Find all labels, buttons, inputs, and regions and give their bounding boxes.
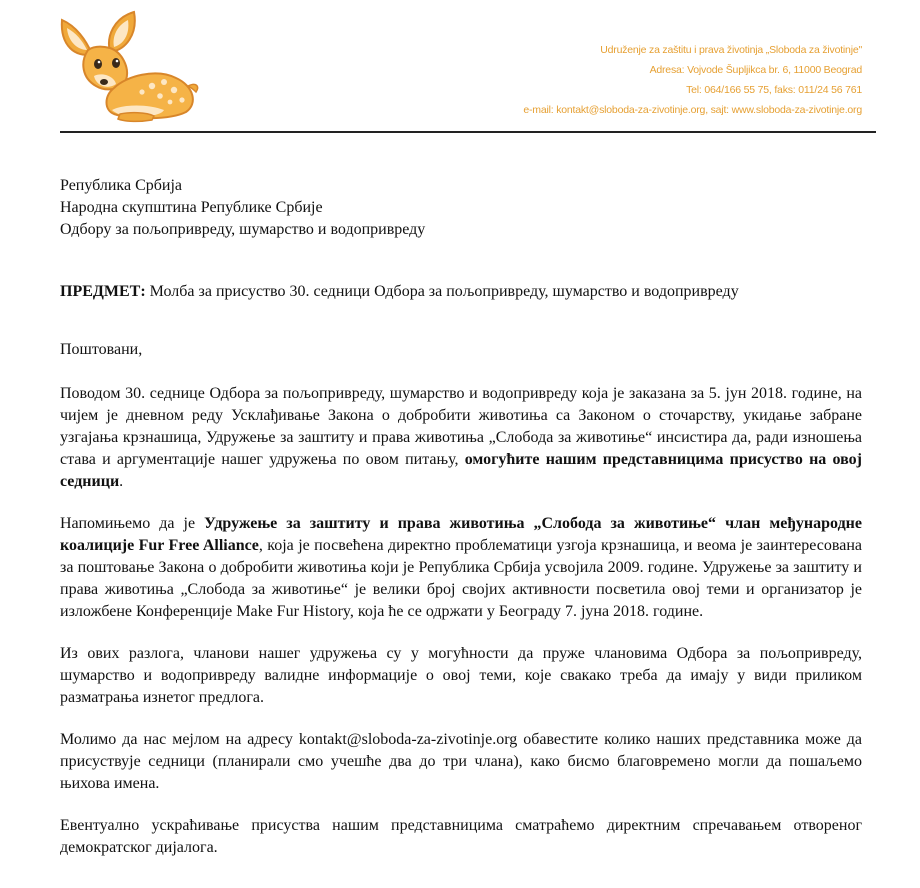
letterhead-divider: [60, 131, 876, 133]
letterhead: [0, 0, 920, 140]
paragraph-text: .: [119, 473, 124, 490]
org-name: Udruženje za zaštitu i prava životinja „Sloboda za životinje": [600, 44, 862, 56]
org-contact: e-mail: kontakt@sloboda-za-zivotinje.org, sajt: www.sloboda-za-zivotinje.org: [523, 104, 862, 116]
org-phone: Tel: 064/166 55 75, faks: 011/24 56 761: [686, 84, 862, 96]
recipient-line: Одбору за пољопривреду, шумарство и водопривреду: [60, 221, 426, 238]
recipient-line: Народна скупштина Републике Србије: [60, 199, 323, 216]
paragraph-text: , која је посвећена директно проблематици узгоја крзнашица, и веома је заинтересована за поштовање Закона о добробити животиња који је Република Србија усвојила 2009. године. Удружење за заштиту и права животиња „Слобода за животиње“ је велики број својих активности посветила овој теми и организатор је изложбене Конференције Make Fur History, која ће се одржати у Београду 7. јуна 2018. године.: [60, 537, 862, 620]
subject-text: Молба за присуство 30. седници Одбора за пољопривреду, шумарство и водопривреду: [145, 283, 739, 300]
recipient-block: [60, 175, 862, 241]
org-contact-block: [523, 40, 862, 120]
paragraph-emphasis: Удружење за заштиту и права животиња „Слобода за животиње“ члан међународне коалиције Fur Free Alliance: [60, 515, 862, 554]
paragraph-2: [60, 513, 862, 623]
paragraph-1: [60, 383, 862, 493]
letter-body: [60, 175, 862, 859]
paragraph-text: Напомињемо да је: [60, 515, 205, 532]
fawn-logo-icon: [52, 6, 202, 124]
paragraph-emphasis: омогућите нашим представницима присуство на овој седници: [60, 451, 862, 490]
paragraph-4: Молимо да нас мејлом на адресу kontakt@sloboda-za-zivotinje.org обавестите колико наших представника може да присуствује седници (планирали смо учешће два до три члана), како бисмо благовремено могли да пошаљемо њихова имена.: [60, 731, 862, 792]
recipient-line: Република Србија: [60, 177, 182, 194]
org-address: Adresa: Vojvode Šupljikca br. 6, 11000 Beograd: [649, 64, 862, 76]
salutation: Поштовани,: [60, 341, 143, 358]
subject-line: [60, 281, 862, 303]
paragraph-3: Из ових разлога, чланови нашег удружења су у могућности да пруже члановима Одбора за пољопривреду, шумарство и водопривреду валидне информације о овој теми, које свакако треба да имају у види приликом разматрања изнетог предлога.: [60, 645, 862, 706]
paragraph-5: Евентуално ускраћивање присуства нашим представницима сматраћемо директним спречавањем отвореног демократског дијалога.: [60, 817, 862, 856]
paragraph-text: Поводом 30. седнице Одбора за пољопривреду, шумарство и водопривреду која је заказана за 5. јун 2018. године, на чијем је дневном реду Усклађивање Закона о добробити животиња са Законом о сточарству, укидање забране узгајања крзнашица, Удружење за заштиту и права животиња „Слобода за животиње“ инсистира да, ради изношења става и аргументације нашег удружења по овом питању,: [60, 385, 862, 468]
subject-label: ПРЕДМЕТ:: [60, 283, 146, 300]
